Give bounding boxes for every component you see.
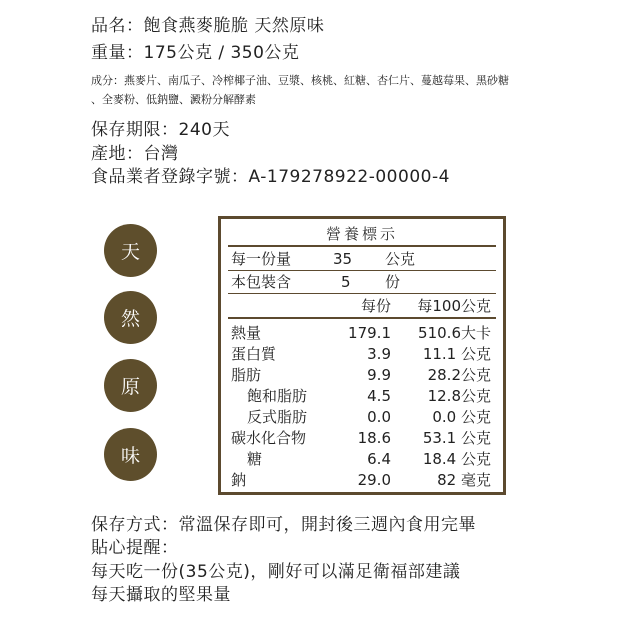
badge-circle-1: 天 bbox=[104, 224, 157, 277]
badge-circle-2: 然 bbox=[104, 291, 157, 344]
nutrient-per-100g: 11.1 公克 bbox=[422, 345, 491, 363]
serving-size-row bbox=[221, 249, 503, 269]
servings-label: 本包裝含 bbox=[231, 273, 292, 291]
nutrient-label: 飽和脂肪 bbox=[247, 387, 308, 405]
serving-size-unit: 公克 bbox=[385, 250, 416, 268]
nutrient-per-serving: 9.9 bbox=[367, 366, 391, 384]
badge-circle-3: 原 bbox=[104, 359, 157, 412]
nutrient-label: 鈉 bbox=[231, 471, 247, 489]
col-per-serving: 每份 bbox=[360, 297, 391, 315]
nutrient-per-serving: 3.9 bbox=[367, 345, 391, 363]
servings-per-package-row bbox=[221, 272, 503, 292]
nutrient-per-100g: 53.1 公克 bbox=[422, 429, 491, 447]
tips-line-2: 每天攝取的堅果量 bbox=[91, 585, 231, 605]
nutrition-panel bbox=[218, 216, 506, 495]
divider bbox=[228, 270, 496, 271]
nutrient-per-serving: 179.1 bbox=[348, 324, 391, 342]
nutrition-title: 營養標示 bbox=[325, 225, 398, 243]
nutrient-row-trans-fat bbox=[221, 407, 503, 427]
servings-value: 5 bbox=[341, 273, 351, 291]
product-name: 品名：飽食燕麥脆脆 天然原味 bbox=[91, 16, 325, 36]
ingredients-line-1: 成分：燕麥片、南瓜子、冷榨椰子油、豆漿、核桃、紅糖、杏仁片、蔓越莓果、黑砂糖 bbox=[91, 74, 509, 87]
nutrient-row-carbohydrate bbox=[221, 428, 503, 448]
nutrient-per-serving: 4.5 bbox=[367, 387, 391, 405]
nutrient-label: 熱量 bbox=[231, 324, 262, 342]
shelf-life: 保存期限：240天 bbox=[91, 120, 230, 140]
column-header-row bbox=[221, 296, 503, 316]
nutrient-per-100g: 28.2公克 bbox=[427, 366, 491, 384]
nutrient-per-100g: 82 毫克 bbox=[437, 471, 491, 489]
nutrient-per-serving: 6.4 bbox=[367, 450, 391, 468]
col-per-100g: 每100公克 bbox=[417, 297, 491, 315]
serving-size-value: 35 bbox=[333, 250, 353, 268]
nutrient-per-100g: 0.0 公克 bbox=[432, 408, 491, 426]
nutrient-per-serving: 0.0 bbox=[367, 408, 391, 426]
nutrient-label: 碳水化合物 bbox=[231, 429, 307, 447]
nutrient-row-energy bbox=[221, 323, 503, 343]
divider bbox=[228, 293, 496, 294]
badge-circle-4: 味 bbox=[104, 428, 157, 481]
nutrient-label: 脂肪 bbox=[231, 366, 262, 384]
nutrient-per-100g: 18.4 公克 bbox=[422, 450, 491, 468]
serving-size-label: 每一份量 bbox=[231, 250, 292, 268]
servings-unit: 份 bbox=[385, 273, 401, 291]
nutrient-per-100g: 12.8公克 bbox=[427, 387, 491, 405]
product-weight: 重量：175公克 / 350公克 bbox=[91, 43, 300, 63]
nutrient-row-sugar bbox=[221, 449, 503, 469]
tips-line-1: 每天吃一份(35公克)，剛好可以滿足衛福部建議 bbox=[91, 562, 461, 582]
nutrient-row-fat bbox=[221, 365, 503, 385]
nutrient-label: 糖 bbox=[247, 450, 263, 468]
storage-method: 保存方式：常溫保存即可，開封後三週內食用完畢 bbox=[91, 515, 476, 535]
divider bbox=[228, 317, 496, 319]
nutrient-row-sodium bbox=[221, 470, 503, 490]
nutrient-label: 蛋白質 bbox=[231, 345, 277, 363]
origin: 產地：台灣 bbox=[91, 144, 179, 164]
nutrient-per-100g: 510.6大卡 bbox=[418, 324, 491, 342]
divider bbox=[228, 245, 496, 247]
ingredients-line-2: 、全麥粉、低鈉鹽、澱粉分解酵素 bbox=[91, 93, 256, 106]
registration-number: 食品業者登錄字號：A-179278922-00000-4 bbox=[91, 167, 450, 187]
nutrient-row-protein bbox=[221, 344, 503, 364]
nutrient-row-saturated-fat bbox=[221, 386, 503, 406]
tips-label: 貼心提醒： bbox=[91, 538, 179, 558]
nutrient-per-serving: 29.0 bbox=[357, 471, 391, 489]
nutrient-label: 反式脂肪 bbox=[247, 408, 308, 426]
nutrient-per-serving: 18.6 bbox=[357, 429, 391, 447]
